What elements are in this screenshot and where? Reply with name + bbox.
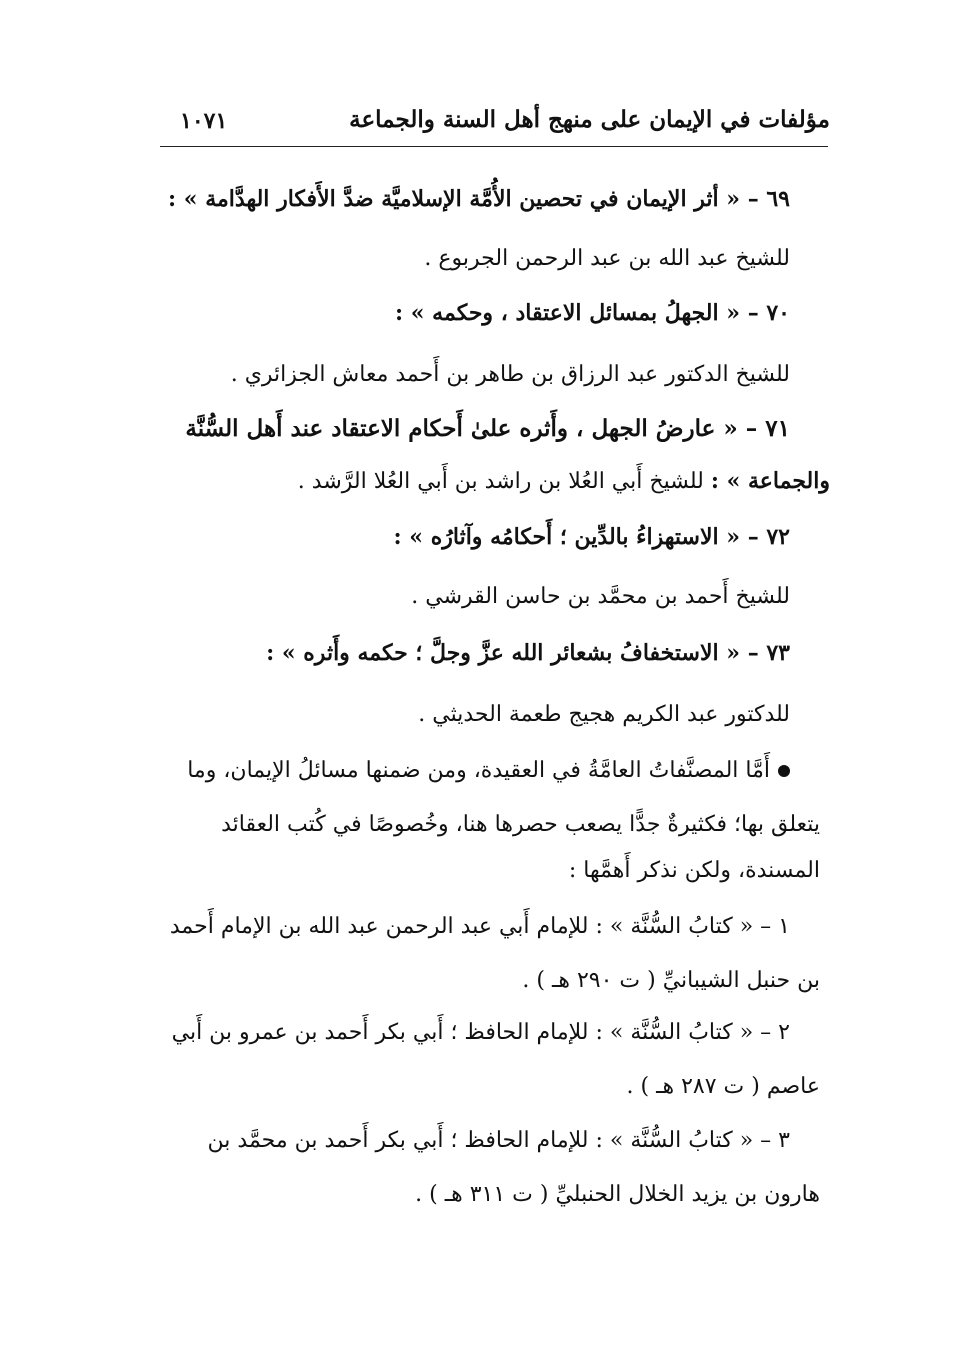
entry-73-author: للدكتور عبد الكريم هجيج طعمة الحديثي . — [418, 702, 790, 727]
entry-72-author: للشيخ أَحمد بن محمَّد بن حاسن القرشي . — [411, 584, 790, 609]
entry-71-author: للشيخ أَبي العُلا بن راشد بن أَبي العُلا الرَّشد . — [297, 469, 711, 494]
paragraph-line-1: أَمَّا المصنَّفاتُ العامَّةُ في العقيدة، ومن ضمنها مسائلُ الإيمان، وما — [187, 756, 790, 786]
bullet-icon — [778, 765, 790, 777]
header-rule — [160, 146, 828, 147]
entry-73-title: ٧٣ – « الاستخفافُ بشعائر الله عزَّ وجلَّ ؛ حكمه وأَثره » : — [266, 640, 790, 666]
entry-69-title: ٦٩ – « أثر الإيمان في تحصين الأُمَّة الإسلاميَّة ضدَّ الأَفكار الهدَّامة » : — [168, 186, 790, 212]
entry-71-title-end: والجماعة » : — [710, 468, 830, 494]
header-title: مؤلفات في الإيمان على منهج أهل السنة والجماعة — [349, 106, 830, 133]
paragraph-line-2: يتعلق بها؛ فكثيرةٌ جدًّا يصعب حصرها هنا، وخُصوصًا في كُتب العقائد — [221, 812, 820, 837]
paragraph-line-3: المسندة، ولكن نذكر أَهمَّها : — [568, 858, 820, 883]
page-number: ١٠٧١ — [180, 108, 228, 134]
book-3-line-2: هارون بن يزيد الخلال الحنبليِّ ( ت ٣١١ هـ ) . — [415, 1182, 820, 1207]
entry-70-author: للشيخ الدكتور عبد الرزاق بن طاهر بن أَحمد معاش الجزائري . — [230, 362, 790, 387]
entry-70-title: ٧٠ – « الجهلُ بمسائل الاعتقاد ، وحكمه » : — [394, 300, 790, 326]
book-1-line-1: ١ – « كتابُ السُّنَّة » : للإمام أَبي عبد الرحمن عبد الله بن الإمام أَحمد — [169, 914, 790, 939]
entry-71-title-line2 — [298, 466, 830, 497]
book-3-line-1: ٣ – « كتابُ السُّنَّة » : للإمام الحافظ ؛ أَبي بكر أَحمد بن محمَّد بن — [207, 1128, 790, 1153]
entry-72-title: ٧٢ – « الاستهزاءُ بالدِّين ؛ أَحكامُه وآثارُه » : — [393, 524, 790, 550]
book-2-line-2: عاصم ( ت ٢٨٧ هـ ) . — [626, 1074, 820, 1099]
entry-71-title-line1: ٧١ – « عارضُ الجهل ، وأَثره علىٰ أَحكام الاعتقاد عند أَهل السُّنَّة — [185, 415, 790, 442]
book-2-line-1: ٢ – « كتابُ السُّنَّة » : للإمام الحافظ ؛ أَبي بكر أَحمد بن عمرو بن أَبي — [171, 1020, 790, 1045]
entry-69-author: للشيخ عبد الله بن عبد الرحمن الجربوع . — [424, 246, 790, 271]
book-1-line-2: بن حنبل الشيبانيِّ ( ت ٢٩٠ هـ ) . — [522, 968, 820, 993]
running-header — [170, 106, 830, 146]
